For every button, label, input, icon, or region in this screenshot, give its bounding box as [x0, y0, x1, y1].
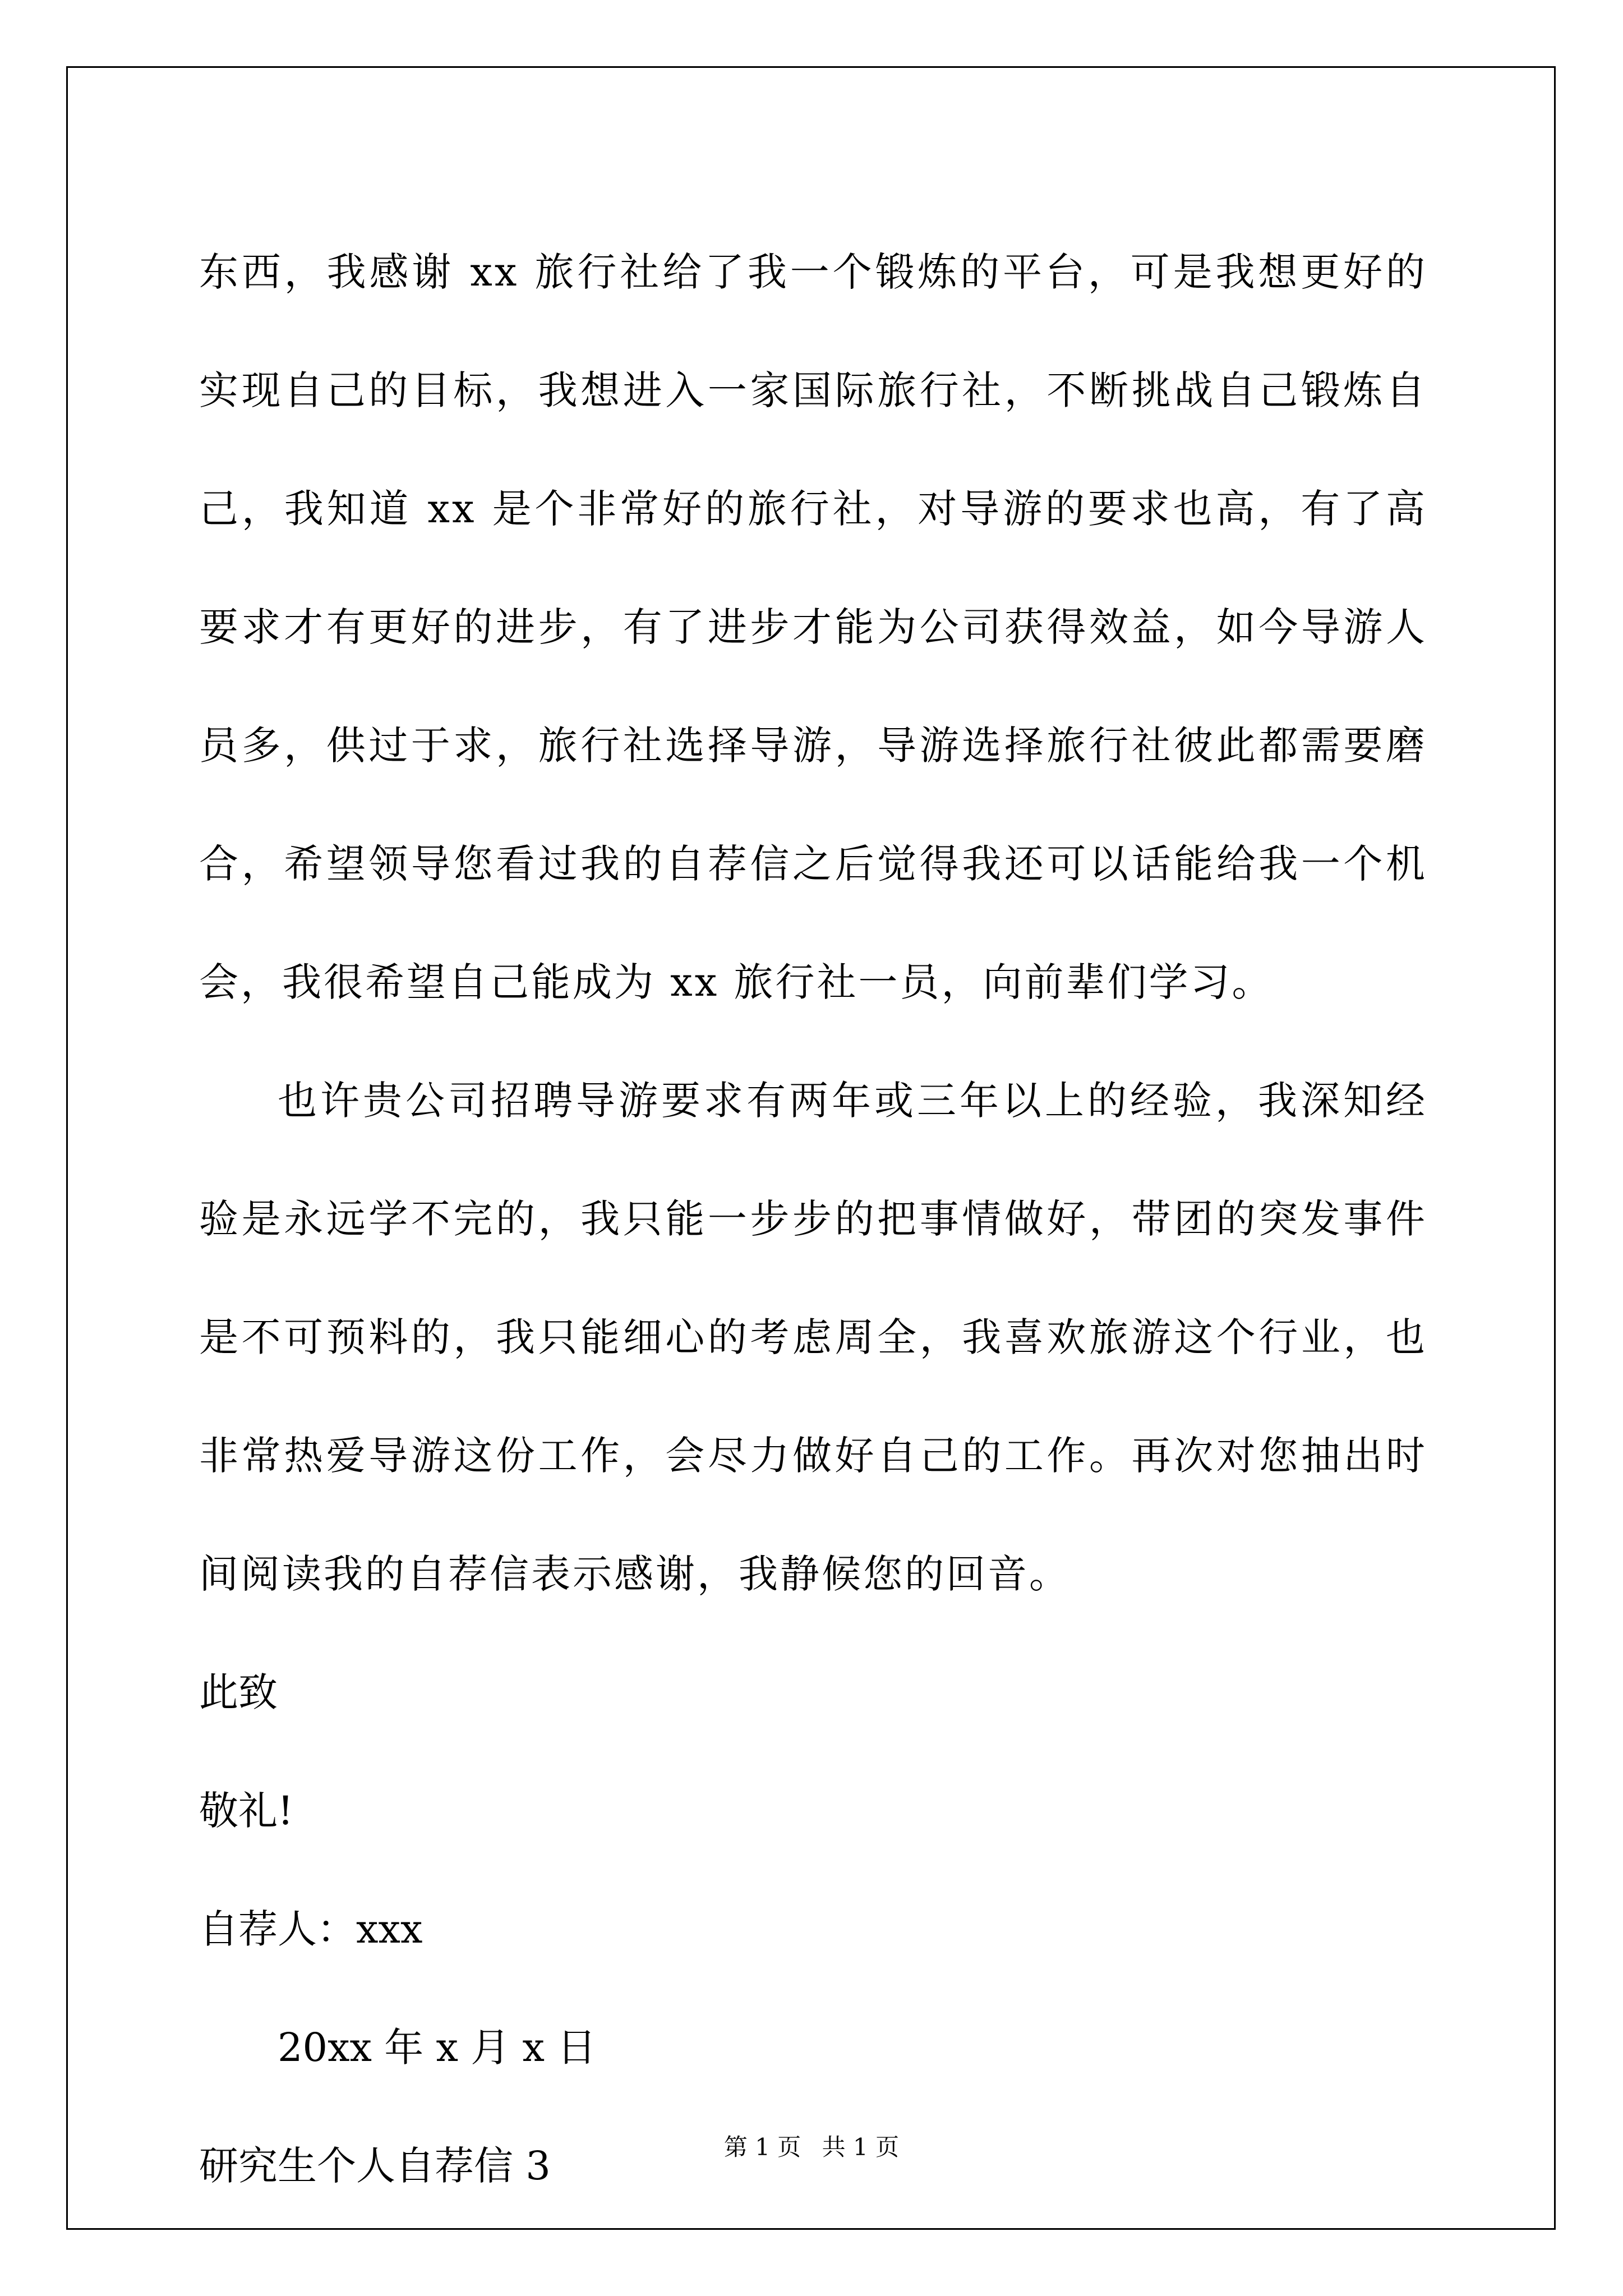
letter-body [199, 213, 1427, 2225]
signature-line: 自荐人：xxx [199, 1906, 423, 1952]
date-line: 20xx 年 x 月 x 日 [278, 2024, 597, 2070]
closing-text: 此致 [199, 1669, 278, 1715]
page-number: 第 1 页 [723, 2133, 801, 2161]
next-section-heading: 研究生个人自荐信 3 [199, 2143, 551, 2189]
salute-text: 敬礼! [199, 1788, 294, 1834]
page-total: 共 1 页 [822, 2133, 900, 2161]
paragraph-2: 也许贵公司招聘导游要求有两年或三年以上的经验，我深知经验是永远学不完的，我只能一步步的把事情做好，带团的突发事件是不可预料的，我只能细心的考虑周全，我喜欢旅游这个行业，也非常热爱导游这份工作，会尽力做好自己的工作。再次对您抽出时间阅读我的自荐信表示感谢，我静候您的回音。 [199, 1078, 1427, 1597]
paragraph-1: 东西，我感谢 xx 旅行社给了我一个锻炼的平台，可是我想更好的实现自己的目标，我想进入一家国际旅行社，不断挑战自己锻炼自己，我知道 xx 是个非常好的旅行社，对导游的要求也高，有了高要求才有更好的进步，有了进步才能为公司获得效益，如今导游人员多，供过于求，旅行社选择导游，导游选择旅行社彼此都需要磨合，希望领导您看过我的自荐信之后觉得我还可以话能给我一个机会，我很希望自己能成为 xx 旅行社一员，向前辈们学习。 [199, 249, 1427, 1005]
page-footer [0, 2131, 1623, 2164]
